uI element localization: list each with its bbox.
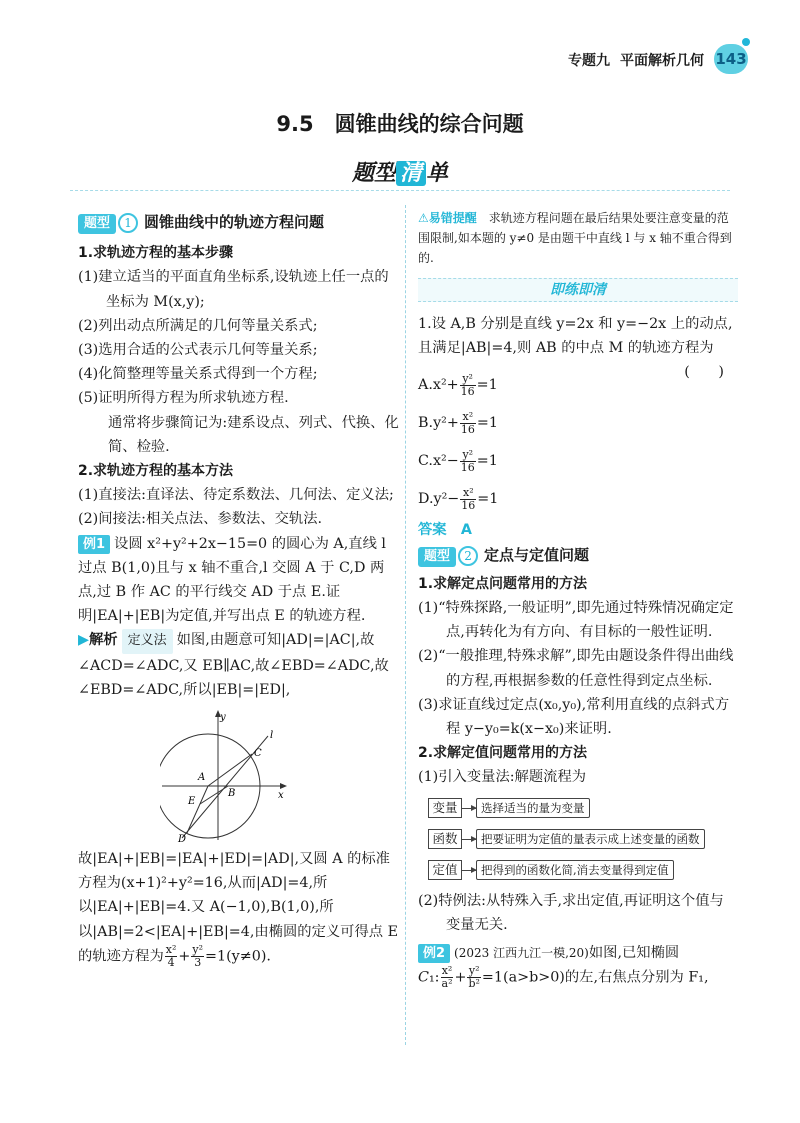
type1-heading — [78, 210, 400, 235]
label-y: y — [220, 712, 226, 724]
flow-row — [428, 796, 738, 821]
answer-paren: ( ) — [684, 364, 724, 381]
flow-text: 把得到的函数化简,消去变量得到定值 — [476, 860, 674, 880]
note-text: 求轨迹方程问题在最后结果处要注意变量的范围限制,如本题的 y≠0 是由题干中直线 l 与 x 轴不重合得到的. — [418, 211, 732, 265]
answer — [418, 518, 738, 542]
page-number: 143 — [714, 44, 748, 74]
fraction: $\frac{\text{y²}}{3}$ — [192, 942, 204, 969]
right-column — [418, 208, 738, 990]
label-x: x — [278, 790, 284, 802]
banner-part2: 清 — [396, 161, 426, 186]
option-b: B.y²+ $\frac{\text{x²}}{16}$ =1 — [418, 409, 498, 436]
type-number: 1 — [118, 213, 138, 233]
flow-box: 定值 — [428, 860, 462, 880]
arrow-icon — [462, 870, 476, 871]
arrow-icon — [462, 808, 476, 809]
banner-part3: 单 — [426, 161, 449, 186]
warning-icon: ⚠ — [418, 211, 429, 225]
flow-box: 函数 — [428, 829, 462, 849]
banner-part1: 题型 — [351, 161, 396, 186]
analysis-label: 解析 — [89, 632, 118, 649]
label-A: A — [198, 772, 206, 784]
flow-text: 把要证明为定值的量表示成上述变量的函数 — [476, 829, 705, 849]
type-tag: 题型 — [418, 547, 456, 567]
answer-value: A — [460, 522, 472, 539]
label-E: E — [188, 796, 196, 808]
list-item: (1)直接法:直译法、待定系数法、几何法、定义法; — [78, 487, 394, 504]
flow-row — [428, 858, 738, 883]
label-D: D — [178, 834, 187, 844]
circle-diagram — [160, 708, 290, 843]
list-item: (3)选用合适的公式表示几何等量关系; — [78, 342, 318, 359]
banner-divider — [70, 190, 730, 191]
x-axis-arrow — [280, 783, 287, 789]
steps-note: 通常将步骤简记为:建系设点、列式、代换、化简、检验. — [108, 414, 399, 455]
arrow-icon — [462, 839, 476, 840]
segment-AD — [187, 786, 208, 833]
flow-row — [428, 827, 738, 852]
method-pill: 定义法 — [122, 629, 173, 653]
list-item: (2)列出动点所满足的几何等量关系式; — [78, 317, 318, 334]
list-item: (4)化简整理等量关系式得到一个方程; — [78, 366, 318, 383]
section-title: 1.求解定点问题常用的方法 — [418, 575, 588, 592]
list-item: (1)“特殊探路,一般证明”,即先通过特殊情况确定定点,再转化为有方向、有目标的一般性证明. — [418, 600, 734, 641]
note-label: 易错提醒 — [428, 211, 477, 225]
example-label: 例1 — [78, 535, 110, 554]
flow-chart — [428, 796, 738, 883]
chapter-title: 平面解析几何 — [620, 53, 704, 69]
example-text: 如图,已知椭圆 — [588, 945, 680, 962]
analysis-text: 如图,由题意可知|AD|=|AC|,故∠ACD=∠ADC,又 EB∥AC,故∠EBD=∠ADC,故∠EBD=∠ADC,所以|EB|=|ED|, — [78, 632, 389, 698]
section-title: 2.求轨迹方程的基本方法 — [78, 463, 234, 480]
example-text: 设圆 x²+y²+2x−15=0 的圆心为 A,直线 l 过点 B(1,0)且与 x 轴不重合,l 交圆 A 于 C,D 两点,过 B 作 AC 的平行线交 AD 于点 E.证明|EA|+|EB|为定值,并写出点 E 的轨迹方程. — [78, 535, 387, 625]
option-d: D.y²− $\frac{\text{x²}}{16}$ =1 — [418, 485, 499, 512]
example-1 — [78, 532, 400, 629]
example-source: (2023 江西九江一模,20) — [454, 946, 589, 961]
label-l: l — [270, 730, 274, 742]
label-B: B — [228, 788, 236, 800]
option-c: C.x²− $\frac{\text{y²}}{16}$ =1 — [418, 447, 498, 474]
left-column — [78, 210, 400, 969]
list-item: (2)特例法:从特殊入手,求出定值,再证明这个值与变量无关. — [418, 892, 724, 933]
type-title: 圆锥曲线中的轨迹方程问题 — [144, 213, 325, 231]
list-item: (5)证明所得方程为所求轨迹方程. — [78, 390, 289, 407]
type-title: 定点与定值问题 — [484, 545, 590, 564]
list-item: (3)求证直线过定点(x₀,y₀),常利用直线的点斜式方程 y−y₀=k(x−x₀)来证明. — [418, 696, 730, 738]
example-2 — [418, 941, 738, 965]
list-item: (1)引入变量法:解题流程为 — [418, 769, 587, 786]
example-2-cont: C₁: $\frac{\text{x²}}{\text{a²}}$ + $\frac{\text{y²}}{\text{b²}}$ =1(a>b>0)的左,右焦点分别为 F₁, — [418, 964, 709, 991]
drill-banner: 即练即清 — [418, 278, 738, 302]
list-item: (1)建立适当的平面直角坐标系,设轨迹上任一点的坐标为 M(x,y); — [78, 269, 389, 310]
fraction: $\frac{\text{x²}}{4}$ — [165, 942, 177, 969]
answer-label: 答案 — [418, 522, 447, 539]
column-divider — [405, 205, 406, 1045]
chapter-label: 专题九 — [568, 53, 610, 69]
type-tag: 题型 — [78, 214, 116, 234]
triangle-icon: ▶ — [78, 632, 89, 649]
type2-heading — [418, 543, 738, 568]
option-a: A.x²+ $\frac{\text{y²}}{16}$ =1 — [418, 371, 498, 398]
options — [418, 366, 684, 518]
error-note — [418, 208, 738, 268]
page-title: 9.5 圆锥曲线的综合问题 — [276, 112, 524, 136]
type-number: 2 — [458, 546, 478, 566]
flow-box: 变量 — [428, 798, 462, 818]
section-banner — [330, 156, 470, 184]
running-header — [558, 50, 704, 70]
page-dot-decoration — [742, 38, 750, 46]
label-C: C — [254, 748, 262, 760]
section-title: 1.求轨迹方程的基本步骤 — [78, 245, 234, 262]
section-title: 2.求解定值问题常用的方法 — [418, 745, 588, 762]
list-item: (2)间接法:相关点法、参数法、交轨法. — [78, 511, 323, 528]
analysis — [78, 628, 400, 702]
question-1: 1.设 A,B 分别是直线 y=2x 和 y=−2x 上的动点,且满足|AB|=4,则 AB 的中点 M 的轨迹方程为 ( ) — [418, 312, 738, 360]
analysis-conclusion: 故|EA|+|EB|=|EA|+|ED|=|AD|,又圆 A 的标准方程为(x+1)²+y²=16,从而|AD|=4,所以|EA|+|EB|=4.又 A(−1,0),B(1,0),所以|AB|=2<|EA|+|EB|=4,由椭圆的定义可得点 E 的轨迹方程为 $\frac{\text{x²}}{4}$ + $\frac{\text{y²}}{3}$ =1(y≠0). — [78, 851, 399, 969]
example-label: 例2 — [418, 944, 450, 963]
list-item: (2)“一般推理,特殊求解”,即先由题设条件得出曲线的方程,再根据参数的任意性得到定点坐标. — [418, 648, 734, 689]
flow-text: 选择适当的量为变量 — [476, 798, 590, 818]
